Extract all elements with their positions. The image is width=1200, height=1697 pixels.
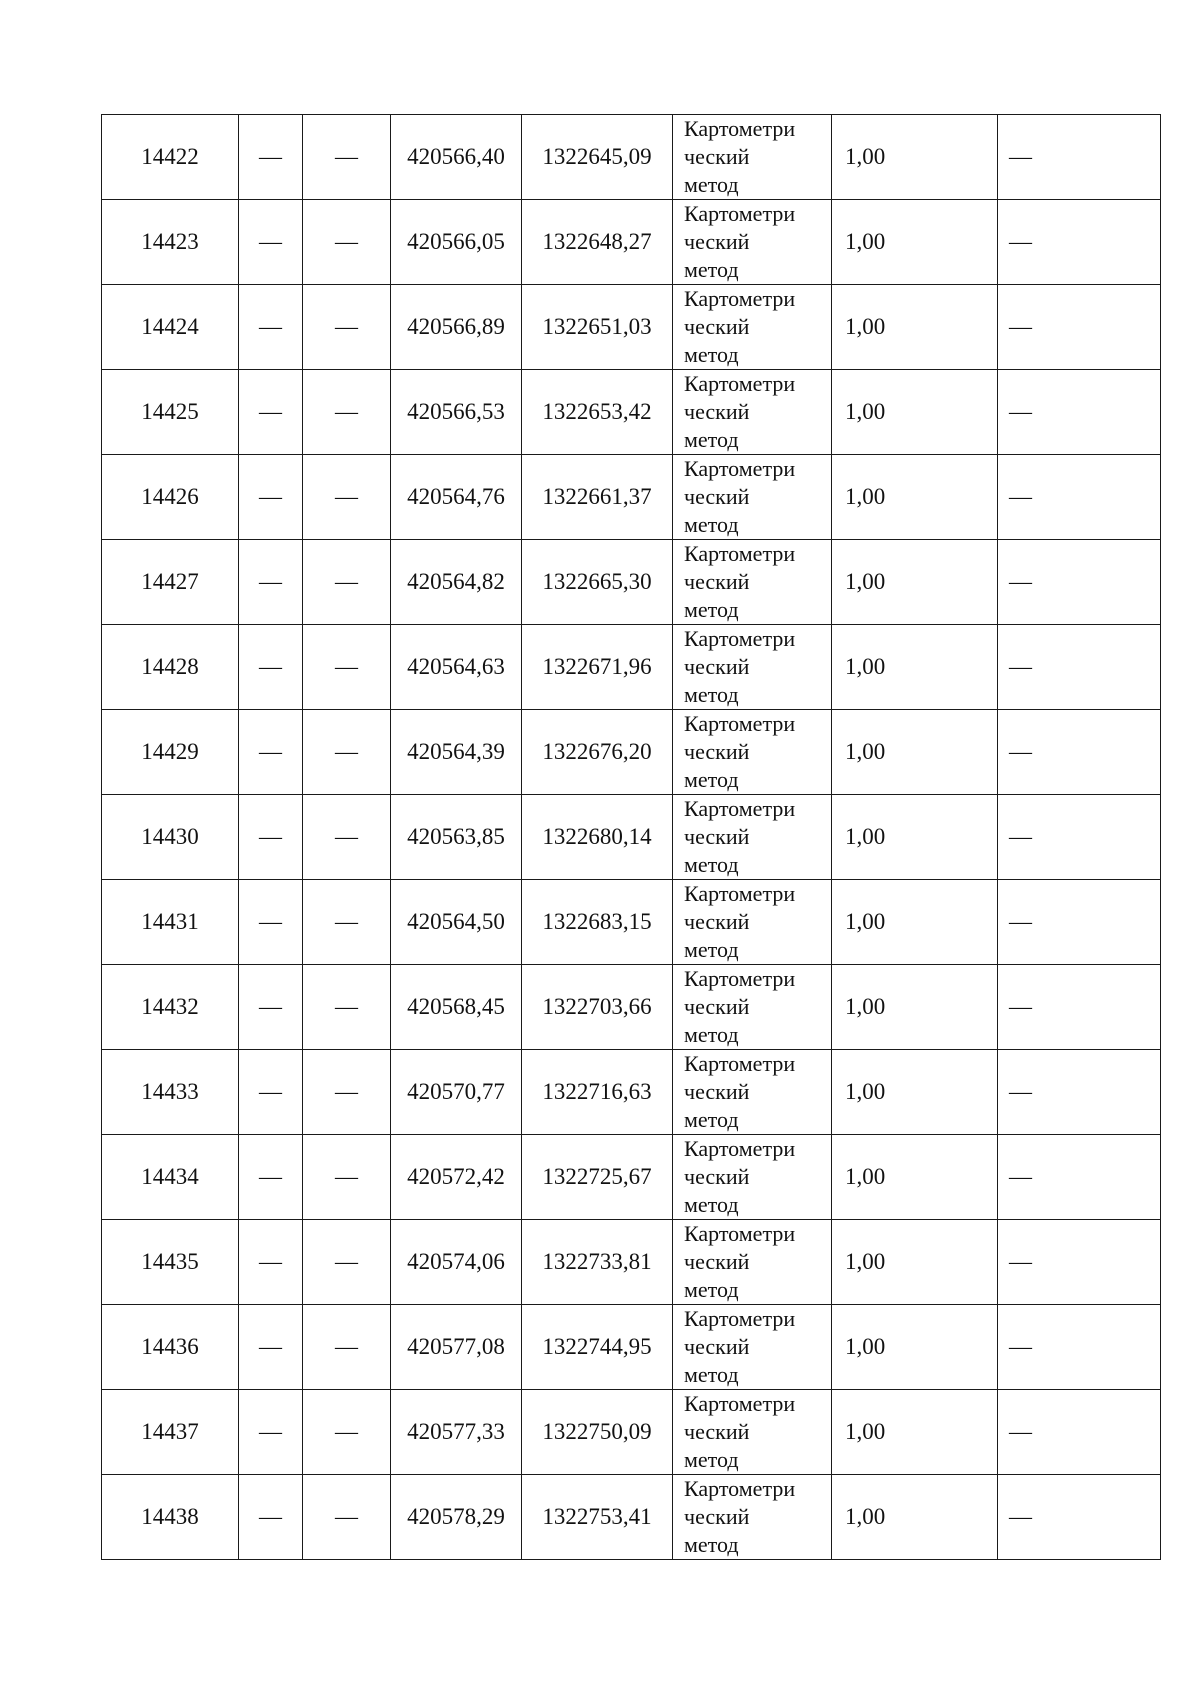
method-text: Картометри ческий метод <box>684 1306 796 1387</box>
point-number-cell: 14427 <box>102 540 239 625</box>
method-cell <box>673 200 832 285</box>
x-coordinate-cell: 420564,82 <box>391 540 522 625</box>
method-cell <box>673 115 832 200</box>
method-cell <box>673 625 832 710</box>
point-number-cell: 14432 <box>102 965 239 1050</box>
table-body <box>102 115 1161 1560</box>
x-coordinate-cell: 420564,39 <box>391 710 522 795</box>
method-cell <box>673 370 832 455</box>
point-number-cell: 14430 <box>102 795 239 880</box>
point-number-cell: 14436 <box>102 1305 239 1390</box>
empty-value-cell: — <box>303 1390 391 1475</box>
empty-value-cell: — <box>239 1390 303 1475</box>
table-row <box>102 115 1161 200</box>
method-text: Картометри ческий метод <box>684 286 796 367</box>
x-coordinate-cell: 420566,89 <box>391 285 522 370</box>
point-number-cell: 14437 <box>102 1390 239 1475</box>
empty-value-cell: — <box>303 795 391 880</box>
empty-value-cell: — <box>303 625 391 710</box>
empty-value-cell: — <box>303 540 391 625</box>
empty-value-cell: — <box>998 455 1161 540</box>
empty-value-cell: — <box>239 200 303 285</box>
empty-value-cell: — <box>239 115 303 200</box>
y-coordinate-cell: 1322750,09 <box>522 1390 673 1475</box>
point-number-cell: 14433 <box>102 1050 239 1135</box>
method-cell <box>673 285 832 370</box>
method-cell <box>673 795 832 880</box>
accuracy-cell: 1,00 <box>832 1390 998 1475</box>
y-coordinate-cell: 1322648,27 <box>522 200 673 285</box>
empty-value-cell: — <box>239 1475 303 1560</box>
y-coordinate-cell: 1322725,67 <box>522 1135 673 1220</box>
x-coordinate-cell: 420563,85 <box>391 795 522 880</box>
point-number-cell: 14434 <box>102 1135 239 1220</box>
accuracy-cell: 1,00 <box>832 200 998 285</box>
accuracy-cell: 1,00 <box>832 285 998 370</box>
table-row <box>102 455 1161 540</box>
y-coordinate-cell: 1322680,14 <box>522 795 673 880</box>
method-cell <box>673 1305 832 1390</box>
empty-value-cell: — <box>998 1390 1161 1475</box>
x-coordinate-cell: 420577,33 <box>391 1390 522 1475</box>
table-row <box>102 370 1161 455</box>
method-cell <box>673 1390 832 1475</box>
method-cell <box>673 710 832 795</box>
method-cell <box>673 880 832 965</box>
table-row <box>102 285 1161 370</box>
accuracy-cell: 1,00 <box>832 795 998 880</box>
empty-value-cell: — <box>998 1220 1161 1305</box>
empty-value-cell: — <box>998 965 1161 1050</box>
table-row <box>102 1220 1161 1305</box>
x-coordinate-cell: 420578,29 <box>391 1475 522 1560</box>
empty-value-cell: — <box>998 115 1161 200</box>
empty-value-cell: — <box>239 455 303 540</box>
empty-value-cell: — <box>998 880 1161 965</box>
x-coordinate-cell: 420566,40 <box>391 115 522 200</box>
method-text: Картометри ческий метод <box>684 541 796 622</box>
accuracy-cell: 1,00 <box>832 1220 998 1305</box>
accuracy-cell: 1,00 <box>832 1305 998 1390</box>
y-coordinate-cell: 1322676,20 <box>522 710 673 795</box>
accuracy-cell: 1,00 <box>832 965 998 1050</box>
x-coordinate-cell: 420577,08 <box>391 1305 522 1390</box>
y-coordinate-cell: 1322653,42 <box>522 370 673 455</box>
x-coordinate-cell: 420568,45 <box>391 965 522 1050</box>
table-row <box>102 1050 1161 1135</box>
method-cell <box>673 455 832 540</box>
x-coordinate-cell: 420566,05 <box>391 200 522 285</box>
accuracy-cell: 1,00 <box>832 370 998 455</box>
method-text: Картометри ческий метод <box>684 1051 796 1132</box>
x-coordinate-cell: 420566,53 <box>391 370 522 455</box>
accuracy-cell: 1,00 <box>832 540 998 625</box>
table-row <box>102 795 1161 880</box>
y-coordinate-cell: 1322733,81 <box>522 1220 673 1305</box>
empty-value-cell: — <box>303 710 391 795</box>
empty-value-cell: — <box>239 795 303 880</box>
empty-value-cell: — <box>998 200 1161 285</box>
method-text: Картометри ческий метод <box>684 1391 796 1472</box>
method-text: Картометри ческий метод <box>684 201 796 282</box>
point-number-cell: 14422 <box>102 115 239 200</box>
method-cell <box>673 1050 832 1135</box>
x-coordinate-cell: 420564,76 <box>391 455 522 540</box>
table-row <box>102 1135 1161 1220</box>
accuracy-cell: 1,00 <box>832 455 998 540</box>
empty-value-cell: — <box>303 880 391 965</box>
empty-value-cell: — <box>998 1305 1161 1390</box>
method-text: Картометри ческий метод <box>684 966 796 1047</box>
table-row <box>102 710 1161 795</box>
coordinates-table <box>101 114 1161 1560</box>
y-coordinate-cell: 1322683,15 <box>522 880 673 965</box>
empty-value-cell: — <box>998 710 1161 795</box>
y-coordinate-cell: 1322744,95 <box>522 1305 673 1390</box>
method-text: Картометри ческий метод <box>684 371 796 452</box>
point-number-cell: 14426 <box>102 455 239 540</box>
x-coordinate-cell: 420572,42 <box>391 1135 522 1220</box>
accuracy-cell: 1,00 <box>832 625 998 710</box>
empty-value-cell: — <box>303 965 391 1050</box>
empty-value-cell: — <box>303 115 391 200</box>
method-text: Картометри ческий метод <box>684 1476 796 1557</box>
empty-value-cell: — <box>303 455 391 540</box>
empty-value-cell: — <box>239 1050 303 1135</box>
empty-value-cell: — <box>998 540 1161 625</box>
empty-value-cell: — <box>239 370 303 455</box>
y-coordinate-cell: 1322665,30 <box>522 540 673 625</box>
method-text: Картометри ческий метод <box>684 711 796 792</box>
method-text: Картометри ческий метод <box>684 796 796 877</box>
accuracy-cell: 1,00 <box>832 710 998 795</box>
y-coordinate-cell: 1322651,03 <box>522 285 673 370</box>
accuracy-cell: 1,00 <box>832 115 998 200</box>
method-cell <box>673 540 832 625</box>
y-coordinate-cell: 1322753,41 <box>522 1475 673 1560</box>
empty-value-cell: — <box>998 285 1161 370</box>
x-coordinate-cell: 420564,63 <box>391 625 522 710</box>
y-coordinate-cell: 1322661,37 <box>522 455 673 540</box>
y-coordinate-cell: 1322703,66 <box>522 965 673 1050</box>
empty-value-cell: — <box>998 1135 1161 1220</box>
empty-value-cell: — <box>998 1475 1161 1560</box>
y-coordinate-cell: 1322671,96 <box>522 625 673 710</box>
method-cell <box>673 1135 832 1220</box>
method-text: Картометри ческий метод <box>684 456 796 537</box>
empty-value-cell: — <box>303 1050 391 1135</box>
empty-value-cell: — <box>303 1220 391 1305</box>
point-number-cell: 14429 <box>102 710 239 795</box>
empty-value-cell: — <box>239 965 303 1050</box>
method-text: Картометри ческий метод <box>684 881 796 962</box>
empty-value-cell: — <box>303 1475 391 1560</box>
point-number-cell: 14424 <box>102 285 239 370</box>
point-number-cell: 14438 <box>102 1475 239 1560</box>
table-row <box>102 880 1161 965</box>
accuracy-cell: 1,00 <box>832 1475 998 1560</box>
empty-value-cell: — <box>998 1050 1161 1135</box>
point-number-cell: 14435 <box>102 1220 239 1305</box>
point-number-cell: 14428 <box>102 625 239 710</box>
table-row <box>102 1475 1161 1560</box>
empty-value-cell: — <box>239 1220 303 1305</box>
empty-value-cell: — <box>239 1135 303 1220</box>
point-number-cell: 14423 <box>102 200 239 285</box>
empty-value-cell: — <box>303 285 391 370</box>
empty-value-cell: — <box>239 1305 303 1390</box>
empty-value-cell: — <box>998 370 1161 455</box>
empty-value-cell: — <box>239 880 303 965</box>
table-row <box>102 540 1161 625</box>
point-number-cell: 14431 <box>102 880 239 965</box>
method-text: Картометри ческий метод <box>684 116 796 197</box>
method-cell <box>673 1475 832 1560</box>
empty-value-cell: — <box>998 625 1161 710</box>
empty-value-cell: — <box>239 285 303 370</box>
accuracy-cell: 1,00 <box>832 1135 998 1220</box>
accuracy-cell: 1,00 <box>832 1050 998 1135</box>
method-text: Картометри ческий метод <box>684 1221 796 1302</box>
x-coordinate-cell: 420574,06 <box>391 1220 522 1305</box>
table-row <box>102 625 1161 710</box>
method-cell <box>673 1220 832 1305</box>
empty-value-cell: — <box>239 710 303 795</box>
table-row <box>102 200 1161 285</box>
accuracy-cell: 1,00 <box>832 880 998 965</box>
table-row <box>102 1305 1161 1390</box>
method-text: Картометри ческий метод <box>684 1136 796 1217</box>
empty-value-cell: — <box>239 625 303 710</box>
empty-value-cell: — <box>303 200 391 285</box>
empty-value-cell: — <box>303 1135 391 1220</box>
method-cell <box>673 965 832 1050</box>
table-row <box>102 1390 1161 1475</box>
table-row <box>102 965 1161 1050</box>
empty-value-cell: — <box>303 1305 391 1390</box>
empty-value-cell: — <box>998 795 1161 880</box>
method-text: Картометри ческий метод <box>684 626 796 707</box>
empty-value-cell: — <box>303 370 391 455</box>
empty-value-cell: — <box>239 540 303 625</box>
x-coordinate-cell: 420564,50 <box>391 880 522 965</box>
x-coordinate-cell: 420570,77 <box>391 1050 522 1135</box>
y-coordinate-cell: 1322716,63 <box>522 1050 673 1135</box>
point-number-cell: 14425 <box>102 370 239 455</box>
y-coordinate-cell: 1322645,09 <box>522 115 673 200</box>
